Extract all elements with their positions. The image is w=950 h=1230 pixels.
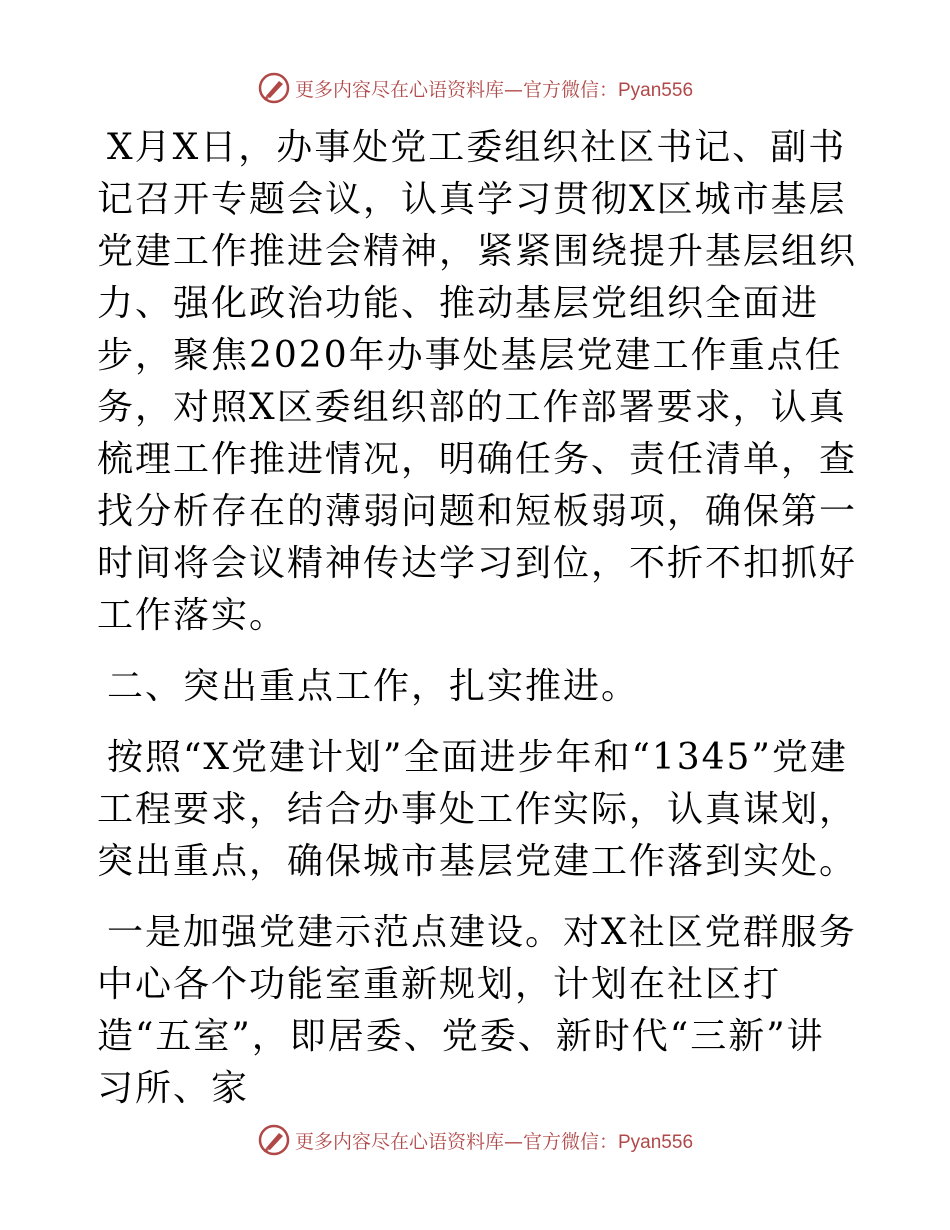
- header-watermark: [0, 68, 950, 108]
- paragraph-meeting: X月X日，办事处党工委组织社区书记、副书记召开专题会议，认真学习贯彻X区城市基层党建工作推进会精神，紧紧围绕提升基层组织力、强化政治功能、推动基层党组织全面进步，聚焦2020年办事处基层党建工作重点任务，对照X区委组织部的工作部署要求，认真梳理工作推进情况，明确任务、责任清单，查找分析存在的薄弱问题和短板弱项，确保第一时间将会议精神传达学习到位，不折不扣抓好工作落实。: [97, 127, 858, 636]
- watermark-text: 更多内容尽在心语资料库: [294, 78, 504, 101]
- watermark-separator: —官方微信：: [503, 1130, 618, 1153]
- watermark-wechat-id: Pyan556: [618, 1131, 694, 1153]
- section-heading: 二、突出重点工作，扎实推进。: [107, 666, 640, 707]
- paragraph-requirements: 按照“X党建计划”全面进步年和“1345”党建工程要求，结合办事处工作实际，认真谋划，突出重点，确保城市基层党建工作落到实处。: [97, 737, 858, 882]
- document-body: [97, 122, 857, 1115]
- paragraph-demo-site: 一是加强党建示范点建设。对X社区党群服务中心各个功能室重新规划，计划在社区打造“五室”，即居委、党委、新时代“三新”讲习所、家: [97, 912, 857, 1109]
- watermark-text: 更多内容尽在心语资料库: [294, 1130, 504, 1153]
- watermark-wechat-id: Pyan556: [618, 79, 694, 101]
- watermark-separator: —官方微信：: [503, 78, 618, 101]
- footer-watermark: [0, 1120, 950, 1160]
- pen-logo-icon: [257, 1123, 291, 1157]
- pen-logo-icon: [257, 71, 291, 105]
